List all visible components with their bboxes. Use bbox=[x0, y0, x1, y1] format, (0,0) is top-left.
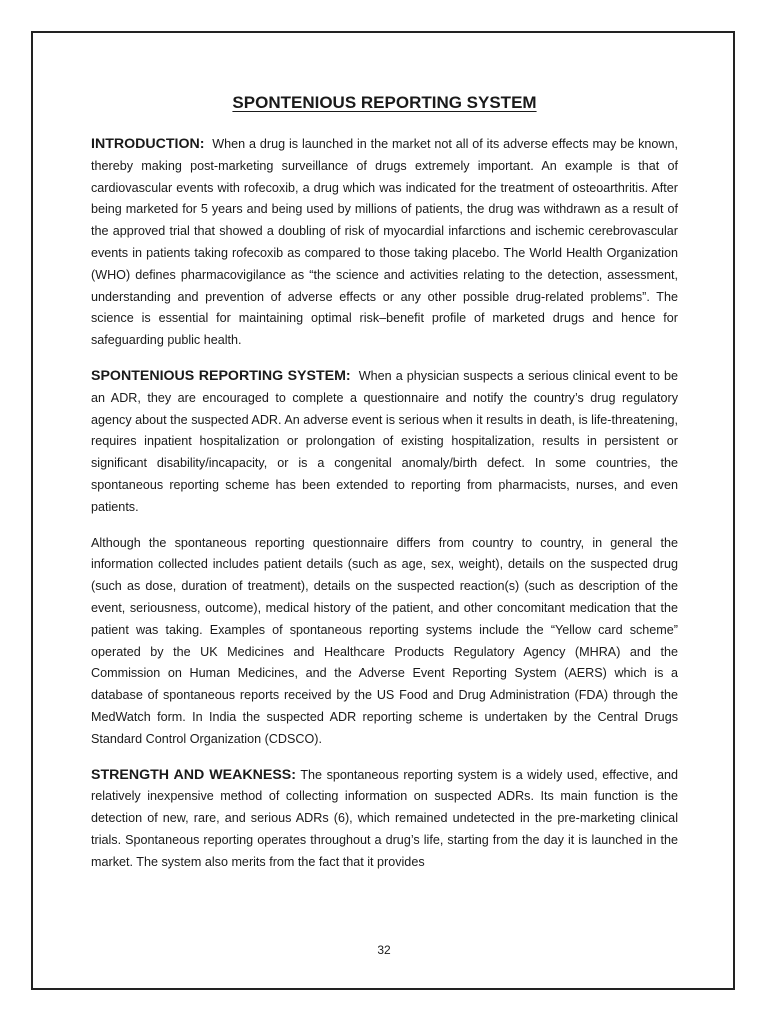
introduction-paragraph bbox=[91, 134, 678, 352]
questionnaire-paragraph bbox=[91, 533, 678, 751]
reporting-system-text: When a physician suspects a serious clinical event to be an ADR, they are encouraged to complete a questionnaire and notify the country’s drug regulatory agency about the suspected ADR. An adverse event is serious when it results in death, is life-threatening, requires inpatient hospitalization or prolongation of existing hospitalization, results in persistent or significant disability/incapacity, or is a congenital anomaly/birth defect. In some countries, the spontaneous reporting scheme has been extended to reporting from pharmacists, nurses, and even patients. bbox=[91, 368, 679, 514]
document-title: SPONTENIOUS REPORTING SYSTEM bbox=[232, 93, 537, 112]
reporting-system-heading: SPONTENIOUS REPORTING SYSTEM: bbox=[91, 367, 351, 384]
strength-weakness-paragraph bbox=[91, 765, 678, 874]
strength-weakness-text: The spontaneous reporting system is a widely used, effective, and relatively inexpensive method of collecting information on suspected ADRs. Its main function is the detection of new, rare, and serious ADRs (6), which remained undetected in the pre-marketing clinical trials. Spontaneous reporting operates throughout a drug’s life, starting from the day it is launched in the market. The system also merits from the fact that it provides bbox=[91, 767, 678, 869]
page-number: 32 bbox=[377, 943, 391, 957]
questionnaire-text: Although the spontaneous reporting questionnaire differs from country to country, in general the information collected includes patient details (such as age, sex, weight), details on the suspected drug (such as dose, duration of treatment), details on the suspected reaction(s) (such as description of the event, seriousness, outcome), medical history of the patient, and other concomitant medication that the patient was taking. Examples of spontaneous reporting systems include the “Yellow card scheme” operated by the UK Medicines and Healthcare Products Regulatory Agency (MHRA) and the Commission on Human Medicines, and the Adverse Event Reporting System (AERS) which is a database of spontaneous reports received by the US Food and Drug Administration (FDA) through the MedWatch form. In India the suspected ADR reporting scheme is undertaken by the Central Drugs Standard Control Organization (CDSCO). bbox=[91, 535, 678, 746]
strength-weakness-heading: STRENGTH AND WEAKNESS: bbox=[91, 766, 296, 783]
document-body bbox=[91, 93, 678, 874]
introduction-text: When a drug is launched in the market not all of its adverse effects may be known, thereby making post-marketing surveillance of drugs extremely important. An example is that of cardiovascular events with rofecoxib, a drug which was indicated for the treatment of osteoarthritis. After being marketed for 5 years and being used by millions of patients, the drug was withdrawn as a result of the approved trial that showed a doubling of risk of myocardial infarctions and ischemic cerebrovascular events in patients taking rofecoxib as compared to those taking placebo. The World Health Organization (WHO) defines pharmacovigilance as “the science and activities relating to the detection, assessment, understanding and prevention of adverse effects or any other possible drug-related problems”. The science is essential for maintaining optimal risk–benefit profile of marketed drugs and hence for safeguarding public health. bbox=[91, 137, 679, 348]
reporting-system-paragraph bbox=[91, 366, 678, 519]
introduction-heading: INTRODUCTION: bbox=[91, 136, 205, 152]
